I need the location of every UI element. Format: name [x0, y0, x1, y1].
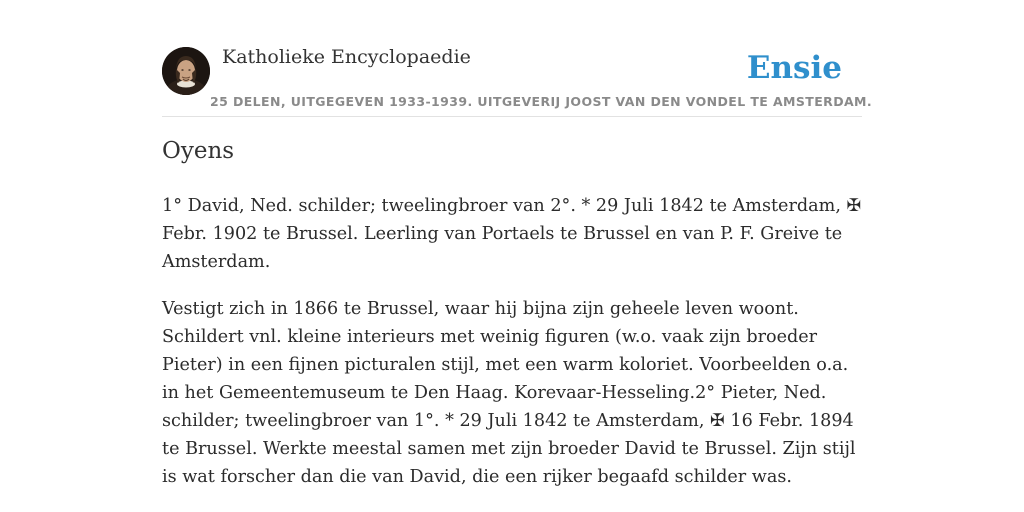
entry-body: [162, 192, 862, 510]
avatar[interactable]: [162, 47, 210, 95]
entry-paragraph: 1° David, Ned. schilder; tweelingbroer van 2°. * 29 Juli 1842 te Amsterdam, ✠ Febr. 1902 te Brussel. Leerling van Portaels te Brussel en van P. F. Greive te Amsterdam.: [162, 196, 862, 272]
entry-paragraph: Vestigt zich in 1866 te Brussel, waar hij bijna zijn geheele leven woont. Schildert vnl. kleine interieurs met weinig figuren (w.o. vaak zijn broeder Pieter) in een fijnen picturalen stijl, met een warm koloriet. Voorbeelden o.a. in het Gemeentemuseum te Den Haag. Korevaar-Hesseling.2° Pieter, Ned. schilder; tweelingbroer van 1°. * 29 Juli 1842 te Amsterdam, ✠ 16 Febr. 1894 te Brussel. Werkte meestal samen met zijn broeder David te Brussel. Zijn stijl is wat forscher dan die van David, die een rijker begaafd schilder was.: [162, 299, 856, 487]
source-meta: 25 DELEN, UITGEGEVEN 1933-1939. UITGEVERIJ JOOST VAN DEN VONDEL TE AMSTERDAM.: [210, 94, 873, 109]
source-title[interactable]: Katholieke Encyclopaedie: [222, 46, 471, 68]
brand-logo-link[interactable]: Ensie: [746, 50, 842, 86]
portrait-icon: [162, 47, 210, 95]
entry-title: Oyens: [162, 138, 235, 164]
source-header: [162, 44, 873, 117]
